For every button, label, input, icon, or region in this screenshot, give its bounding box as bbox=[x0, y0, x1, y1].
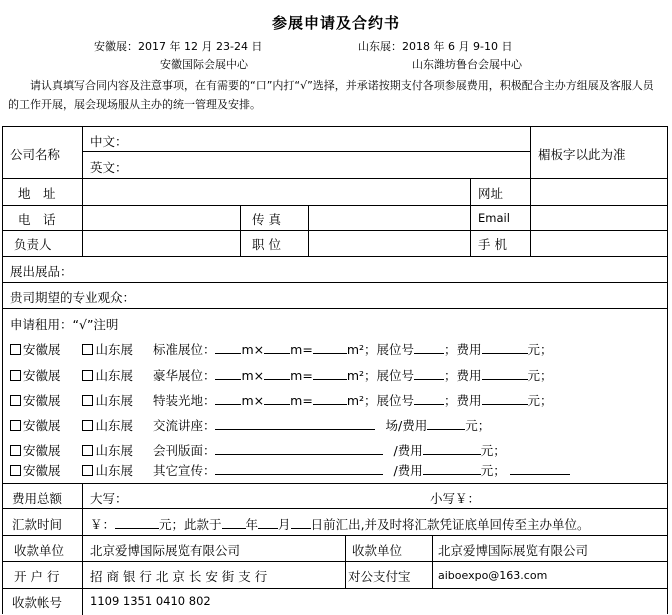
shandong-show-date: 山东展：2018 年 6 月 9-10 日 bbox=[358, 40, 513, 53]
fax-input[interactable] bbox=[314, 208, 464, 228]
bank-label: 开 户 行 bbox=[14, 569, 60, 584]
alipay-label: 对公支付宝 bbox=[348, 569, 411, 584]
remittance-time-label: 汇款时间 bbox=[12, 517, 63, 532]
rule bbox=[470, 178, 471, 256]
rule bbox=[530, 178, 531, 256]
person-input[interactable] bbox=[90, 233, 235, 253]
rule bbox=[345, 535, 346, 588]
rule bbox=[82, 151, 530, 152]
rule bbox=[2, 588, 668, 589]
payee-label: 收款单位 bbox=[14, 543, 65, 558]
lecture-row: 安徽展 山东展 交流讲座： 场/费用 元； bbox=[10, 416, 490, 434]
shandong-venue: 山东潍坊鲁台会展中心 bbox=[412, 58, 522, 71]
catalogue-ad-row: 安徽展 山东展 会刊版面： /费用 元； bbox=[10, 441, 506, 459]
chinese-name-input[interactable] bbox=[92, 130, 528, 148]
other-promo-row: 安徽展 山东展 其它宣传： /费用 元； bbox=[10, 461, 570, 479]
shandong-checkbox[interactable] bbox=[82, 344, 93, 355]
alipay-value: aiboexpo@163.com bbox=[438, 569, 548, 582]
website-input[interactable] bbox=[535, 182, 663, 202]
payee-label-2: 收款单位 bbox=[352, 543, 403, 558]
document-title: 参展申请及合约书 bbox=[271, 14, 400, 32]
amount-in-words-label: 大写： bbox=[90, 491, 128, 506]
person-in-charge-label: 负责人 bbox=[14, 237, 52, 252]
rule bbox=[82, 535, 83, 615]
shandong-checkbox[interactable] bbox=[82, 445, 93, 456]
shandong-checkbox[interactable] bbox=[82, 395, 93, 406]
exhibits-label: 展出展品： bbox=[10, 264, 73, 279]
remittance-text: ￥： 元；此款于 年 月 日前汇出,并及时将汇款凭证底单回传至主办单位。 bbox=[90, 517, 590, 532]
rule bbox=[82, 483, 83, 535]
signboard-note: 楣板字以此为准 bbox=[538, 147, 626, 162]
standard-booth-row: 安徽展 山东展 标准展位： m× m= m²；展位号 ；费用 元； bbox=[10, 340, 553, 358]
position-input[interactable] bbox=[314, 233, 464, 253]
instructions-paragraph: 请认真填写合同内容及注意事项，在有需要的“口”内打“√”选择，并承诺按期支付各项参展费用，积极配合主办方组展及客服人员的工作开展，展会现场服从主办的统一管理及安排。 bbox=[8, 79, 654, 111]
raw-space-row: 安徽展 山东展 特装光地： m× m= m²；展位号 ；费用 元； bbox=[10, 391, 553, 409]
rule bbox=[2, 508, 668, 509]
amount-in-figures-label: 小写￥： bbox=[430, 491, 481, 506]
anhui-show-date: 安徽展：2017 年 12 月 23-24 日 bbox=[94, 40, 263, 53]
website-label: 网址 bbox=[478, 186, 504, 201]
fax-label: 传 真 bbox=[252, 212, 281, 227]
rental-request-label: 申请租用：“√”注明 bbox=[10, 317, 119, 332]
rule bbox=[2, 308, 668, 309]
anhui-checkbox[interactable] bbox=[10, 465, 21, 476]
position-label: 职 位 bbox=[252, 237, 281, 252]
anhui-venue: 安徽国际会展中心 bbox=[160, 58, 248, 71]
anhui-checkbox[interactable] bbox=[10, 445, 21, 456]
rule bbox=[82, 126, 83, 256]
bank-value: 招 商 银 行 北 京 长 安 街 支 行 bbox=[90, 569, 268, 584]
phone-label: 电 话 bbox=[18, 212, 56, 227]
anhui-checkbox[interactable] bbox=[10, 420, 21, 431]
anhui-checkbox[interactable] bbox=[10, 370, 21, 381]
company-name-label: 公司名称 bbox=[10, 147, 61, 162]
rule bbox=[2, 178, 668, 179]
target-audience-label: 贵司期望的专业观众： bbox=[10, 290, 136, 305]
payee-value-2: 北京爱博国际展览有限公司 bbox=[438, 543, 589, 558]
shandong-checkbox[interactable] bbox=[82, 420, 93, 431]
account-label: 收款帐号 bbox=[12, 595, 63, 610]
total-fee-label: 费用总额 bbox=[12, 491, 63, 506]
email-input[interactable] bbox=[535, 208, 663, 228]
email-label: Email bbox=[478, 211, 510, 225]
english-name-label: 英文： bbox=[90, 160, 128, 175]
payee-value: 北京爱博国际展览有限公司 bbox=[90, 543, 241, 558]
deluxe-booth-row: 安徽展 山东展 豪华展位： m× m= m²；展位号 ；费用 元； bbox=[10, 366, 553, 384]
chinese-name-label: 中文： bbox=[90, 134, 128, 149]
rule bbox=[2, 205, 668, 206]
anhui-checkbox[interactable] bbox=[10, 395, 21, 406]
rule bbox=[530, 126, 531, 178]
rule bbox=[2, 483, 668, 484]
account-value: 1109 1351 0410 802 bbox=[90, 594, 211, 608]
rule bbox=[432, 535, 433, 588]
mobile-label: 手 机 bbox=[478, 237, 507, 252]
shandong-checkbox[interactable] bbox=[82, 465, 93, 476]
english-name-input[interactable] bbox=[92, 156, 528, 174]
rule bbox=[240, 205, 241, 256]
rule bbox=[2, 230, 668, 231]
anhui-checkbox[interactable] bbox=[10, 344, 21, 355]
rule bbox=[2, 256, 668, 257]
phone-input[interactable] bbox=[90, 208, 235, 228]
rule bbox=[2, 282, 668, 283]
shandong-checkbox[interactable] bbox=[82, 370, 93, 381]
rule bbox=[2, 561, 668, 562]
address-input[interactable] bbox=[90, 182, 465, 202]
mobile-input[interactable] bbox=[535, 233, 663, 253]
rule bbox=[2, 535, 668, 536]
address-label: 地 址 bbox=[18, 186, 56, 201]
rule bbox=[308, 205, 309, 256]
